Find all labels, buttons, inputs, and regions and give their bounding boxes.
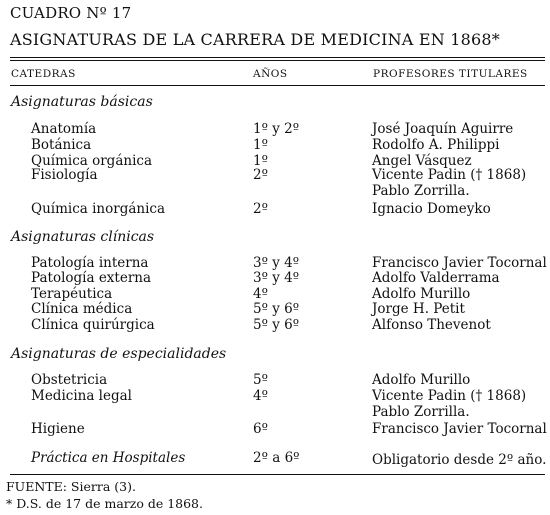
professor-cell: Adolfo Murillo [372, 372, 471, 388]
years-cell: 1º [253, 137, 268, 153]
table-title: ASIGNATURAS DE LA CARRERA DE MEDICINA EN 1868* [10, 30, 500, 49]
practica-note-cell: Obligatorio desde 2º año. [372, 452, 547, 468]
table-number: CUADRO Nº 17 [10, 4, 132, 22]
years-cell: 5º [253, 372, 268, 388]
top-rule [10, 57, 545, 58]
column-header-catedras: CATEDRAS [11, 68, 76, 80]
years-cell: 3º y 4º [253, 255, 300, 271]
section-title: Asignaturas básicas [11, 94, 153, 110]
professor-cell: Angel Vásquez [372, 153, 472, 169]
subject-cell: Higiene [31, 421, 85, 437]
years-cell: 5º y 6º [253, 317, 300, 333]
column-header-anos: AÑOS [253, 68, 288, 80]
subject-cell: Botánica [31, 137, 92, 153]
subject-cell: Obstetricia [31, 372, 108, 388]
subject-cell: Medicina legal [31, 388, 132, 404]
professor-cell: Jorge H. Petit [372, 301, 465, 317]
section-title: Asignaturas de especialidades [11, 346, 227, 362]
professor-cell: Ignacio Domeyko [372, 201, 491, 217]
footnote: * D.S. de 17 de marzo de 1868. [6, 496, 203, 511]
subject-cell: Anatomía [31, 121, 97, 137]
practica-years-cell: 2º a 6º [253, 450, 300, 466]
subject-cell: Terapéutica [31, 286, 113, 302]
section-title: Asignaturas clínicas [11, 229, 155, 245]
years-cell: 1º y 2º [253, 121, 300, 137]
bottom-rule [10, 474, 545, 475]
professor-cell: Alfonso Thevenot [372, 317, 491, 333]
professor-cell: Vicente Padin († 1868) [372, 388, 527, 404]
subject-cell: Patología externa [31, 270, 152, 286]
source-note: FUENTE: Sierra (3). [6, 479, 136, 494]
subject-cell: Química orgánica [31, 153, 152, 169]
subject-cell: Patología interna [31, 255, 149, 271]
years-cell: 4º [253, 286, 268, 302]
practica-subject-cell: Práctica en Hospitales [31, 450, 186, 466]
years-cell: 4º [253, 388, 268, 404]
years-cell: 1º [253, 153, 268, 169]
professor-cell-continued: Pablo Zorrilla. [372, 404, 470, 420]
professor-cell: Francisco Javier Tocornal [372, 421, 547, 437]
years-cell: 2º [253, 201, 268, 217]
professor-cell-continued: Pablo Zorrilla. [372, 183, 470, 199]
header-rule [10, 85, 545, 86]
subject-cell: Fisiología [31, 167, 98, 183]
top-rule-double [10, 60, 545, 61]
professor-cell: José Joaquín Aguirre [372, 121, 514, 137]
subject-cell: Clínica quirúrgica [31, 317, 155, 333]
professor-cell: Adolfo Murillo [372, 286, 471, 302]
professor-cell: Adolfo Valderrama [372, 270, 500, 286]
column-header-profesores: PROFESORES TITULARES [373, 68, 528, 80]
years-cell: 2º [253, 167, 268, 183]
years-cell: 3º y 4º [253, 270, 300, 286]
years-cell: 6º [253, 421, 268, 437]
professor-cell: Rodolfo A. Philippi [372, 137, 500, 153]
subject-cell: Química inorgánica [31, 201, 166, 217]
professor-cell: Vicente Padin († 1868) [372, 167, 527, 183]
subject-cell: Clínica médica [31, 301, 133, 317]
professor-cell: Francisco Javier Tocornal [372, 255, 547, 271]
years-cell: 5º y 6º [253, 301, 300, 317]
